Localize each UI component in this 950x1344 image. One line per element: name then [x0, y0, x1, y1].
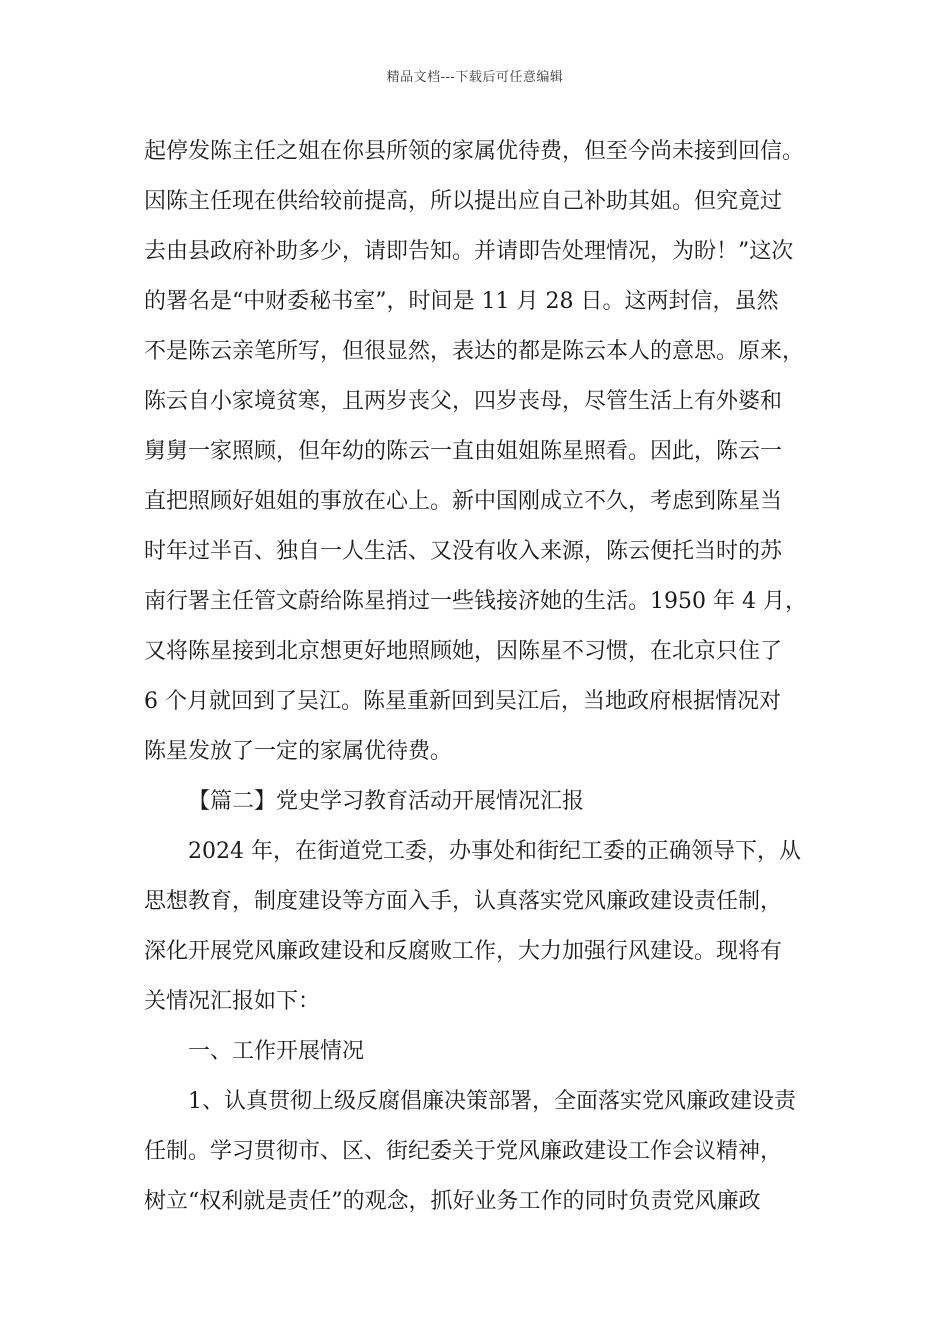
text-line: 关情况汇报如下： [144, 989, 321, 1014]
text-line: 又将陈星接到北京想更好地照顾她，因陈星不习惯，在北京只住了 [144, 639, 783, 664]
text-line: 6 个月就回到了吴江。陈星重新回到吴江后，当地政府根据情况对 [144, 689, 781, 714]
section-heading: 【篇二】党史学习教育活动开展情况汇报 [188, 789, 585, 814]
text-line: 的署名是“中财委秘书室”，时间是 11 月 28 日。这两封信，虽然 [144, 289, 779, 314]
text-line: 深化开展党风廉政建设和反腐败工作，大力加强行风建设。现将有 [144, 939, 783, 964]
text-line: 任制。学习贯彻市、区、街纪委关于党风廉政建设工作会议精神， [144, 1139, 783, 1164]
text-line: 2024 年，在街道党工委，办事处和街纪工委的正确领导下，从 [188, 839, 801, 864]
text-line: 不是陈云亲笔所写，但很显然，表达的都是陈云本人的意思。原来， [144, 339, 805, 364]
text-line: 思想教育，制度建设等方面入手，认真落实党风廉政建设责任制， [144, 889, 783, 914]
text-line: 时年过半百、独自一人生活、又没有收入来源，陈云便托当时的苏 [144, 539, 783, 564]
text-line: 陈星发放了一定的家属优待费。 [144, 739, 453, 764]
text-line: 因陈主任现在供给较前提高，所以提出应自己补助其姐。但究竟过 [144, 189, 783, 214]
subsection-heading: 一、工作开展情况 [188, 1039, 365, 1064]
text-line: 陈云自小家境贫寒，且两岁丧父，四岁丧母，尽管生活上有外婆和 [144, 389, 783, 414]
text-line: 1、认真贯彻上级反腐倡廉决策部署，全面落实党风廉政建设责 [188, 1089, 796, 1114]
text-line: 南行署主任管文蔚给陈星捎过一些钱接济她的生活。1950 年 4 月， [144, 589, 807, 614]
text-line: 树立“权利就是责任”的观念，抓好业务工作的同时负责党风廉政 [144, 1189, 761, 1214]
text-line: 直把照顾好姐姐的事放在心上。新中国刚成立不久，考虑到陈星当 [144, 489, 783, 514]
text-line: 起停发陈主任之姐在你县所领的家属优待费，但至今尚未接到回信。 [144, 139, 805, 164]
page-header: 精品文档---下载后可任意编辑 [386, 70, 564, 85]
text-line: 舅舅一家照顾，但年幼的陈云一直由姐姐陈星照看。因此，陈云一 [144, 439, 783, 464]
text-line: 去由县政府补助多少，请即告知。并请即告处理情况，为盼！”这次 [144, 239, 794, 264]
document-body [144, 127, 808, 1227]
